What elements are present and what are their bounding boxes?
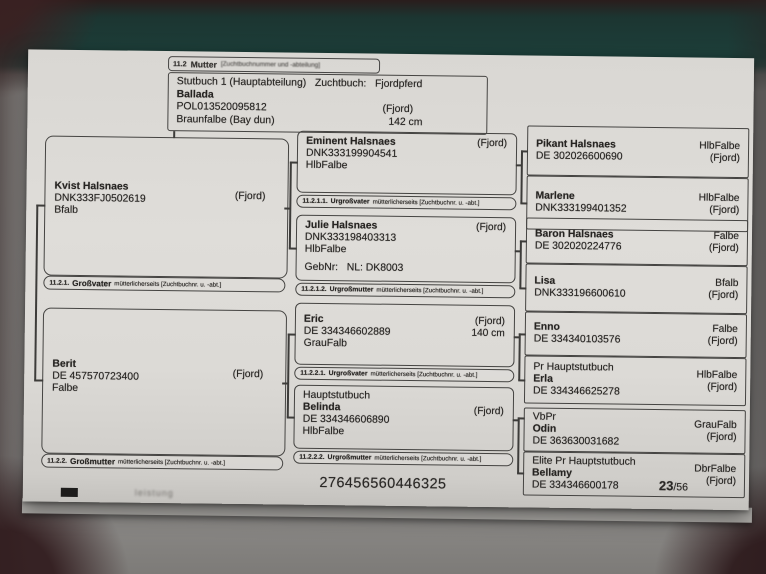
great-grandfather-box-1: [296, 131, 517, 196]
studbook-prefix: VbPr: [532, 411, 556, 423]
caption-title: Urgroßmutter: [329, 286, 374, 294]
pedigree-cell-pikant-halsnaes: [527, 125, 750, 178]
pedigree-connector: [519, 240, 521, 288]
caption-note: mütterlicherseits [Zuchtbuchnr. u. -abt.]: [374, 454, 482, 463]
mother-color-row: [176, 114, 478, 130]
pedigree-cell-lisa: [525, 263, 748, 314]
horse-number: DE 334346625278: [533, 385, 620, 398]
studbook-prefix: Elite Pr Hauptstutbuch: [532, 455, 636, 468]
horse-breed: (Fjord): [708, 242, 739, 255]
mother-color: Braunfalbe (Bay dun): [176, 114, 275, 127]
grandfather-box: [43, 136, 289, 279]
horse-name: Belinda: [302, 401, 341, 414]
horse-name: Bellamy: [532, 467, 573, 479]
caption-number: 11.2.1.: [49, 279, 70, 287]
caption-note: mütterlicherseits [Zuchtbuchnr. u. -abt.]: [114, 279, 222, 289]
horse-color: HlbFalbe: [305, 159, 348, 172]
horse-number: DNK333198403313: [304, 231, 397, 244]
horse-breed: (Fjord): [234, 190, 266, 203]
horse-number: DE 363630031682: [532, 435, 620, 448]
horse-name: Lisa: [534, 275, 556, 287]
pedigree-connector: [520, 202, 527, 204]
horse-color: HlbFalbe: [699, 140, 741, 153]
footer-black-mark: [61, 488, 78, 497]
caption-number: 11.2.2.2.: [299, 453, 325, 462]
pedigree-connector: [519, 287, 526, 289]
caption-note: mütterlicherseits [Zuchtbuchnr. u. -abt.]: [117, 457, 226, 467]
pedigree-document-page: [23, 49, 754, 510]
pedigree-connector: [520, 240, 527, 242]
studbook-prefix: Hauptstutbuch: [302, 389, 371, 402]
horse-breed-height: [471, 316, 505, 341]
pedigree-connector: [518, 417, 525, 419]
grandmother-caption: [41, 454, 283, 471]
great-grandfather-caption-2: [294, 367, 514, 383]
page-total: /56: [673, 481, 689, 494]
horse-color: HlbFalbe: [302, 425, 345, 438]
caption-note: mütterlicherseits [Zuchtbuchnr. u. -abt.]: [376, 286, 484, 295]
caption-number: 11.2.1.1.: [302, 197, 328, 206]
horse-number: DE 302020224776: [534, 240, 622, 253]
horse-name: Odin: [532, 423, 557, 435]
pedigree-connector: [520, 150, 522, 203]
studbook-prefix: Pr Hauptstutbuch: [533, 361, 614, 374]
horse-height: 140 cm: [471, 328, 505, 340]
horse-name: Enno: [533, 321, 560, 333]
caption-note: mütterlicherseits [Zuchtbuchnr. u. -abt.]: [370, 370, 478, 379]
caption-number: 11.2.2.: [47, 457, 68, 465]
caption-title: Großvater: [72, 278, 112, 288]
pedigree-connector: [290, 162, 298, 164]
horse-name: Eminent Halsnaes: [306, 135, 396, 148]
grandfather-caption: [43, 276, 285, 293]
great-grandfather-caption-1: [296, 195, 516, 211]
horse-number: DE 334346600178: [531, 479, 619, 492]
horse-name: Berit: [52, 358, 77, 370]
horse-color: Falbe: [52, 382, 79, 395]
section-title: Mutter: [190, 58, 217, 70]
pedigree-connector: [517, 417, 519, 473]
mother-breed: (Fjord): [382, 104, 414, 116]
pedigree-cell-odin: [523, 407, 746, 454]
caption-title: Urgroßvater: [328, 370, 368, 378]
horse-color: HlbFalbe: [698, 192, 740, 205]
document-number: 276456560446325: [319, 474, 447, 493]
horse-number: DE 334340103576: [533, 333, 621, 346]
caption-number: 11.2.1.2.: [301, 285, 327, 294]
section-number: 11.2: [173, 59, 187, 69]
horse-color: Bfalb: [715, 277, 739, 290]
pedigree-connector: [34, 379, 43, 381]
horse-name: Baron Halsnaes: [534, 228, 614, 241]
section-caption-mutter: [168, 56, 380, 74]
horse-breed: (Fjord): [705, 475, 737, 488]
horse-number: DE 334346602889: [303, 325, 391, 338]
horse-breed: (Fjord): [477, 137, 508, 150]
pedigree-cell-enno: [525, 311, 748, 358]
horse-color: HlbFalbe: [696, 369, 738, 382]
horse-breed: (Fjord): [476, 221, 507, 234]
section-note: [Zuchtbuchnummer und -abteilung]: [220, 60, 321, 69]
great-grandmother-box-1: [295, 215, 516, 284]
great-grandmother-caption-2: [293, 451, 513, 467]
mother-number: POL013520095812: [176, 101, 267, 114]
caption-title: Großmutter: [69, 456, 116, 466]
page-current: 23: [658, 478, 674, 494]
zuchtbuch-value: Fjordpferd: [374, 78, 423, 91]
caption-note: mütterlicherseits [Zuchtbuchnr. u. -abt.]: [372, 198, 480, 207]
pedigree-cell-bellamy: [523, 451, 746, 498]
horse-breed: (Fjord): [707, 381, 738, 394]
horse-number: DNK333196600610: [534, 287, 626, 300]
pedigree-connector: [514, 336, 520, 338]
horse-color: DbrFalbe: [694, 463, 737, 476]
horse-name: Erla: [533, 373, 553, 385]
horse-breed: (Fjord): [706, 431, 737, 444]
horse-color: HlbFalbe: [304, 243, 347, 256]
pedigree-connector: [518, 333, 520, 380]
horse-color: Falbe: [712, 323, 738, 336]
pedigree-connector: [282, 382, 288, 384]
horse-name: Kvist Halsnaes: [54, 180, 129, 193]
horse-breed: (Fjord): [709, 152, 741, 165]
horse-name: Pikant Halsnaes: [536, 138, 616, 151]
horse-color: GrauFalb: [303, 337, 348, 350]
grandmother-box: [41, 308, 287, 457]
great-grandmother-box-2: [293, 385, 514, 452]
zuchtbuch-label: Zuchtbuch:: [314, 77, 367, 90]
horse-breed: (Fjord): [707, 335, 738, 348]
pedigree-connector: [515, 250, 521, 252]
pedigree-connector: [518, 379, 525, 381]
horse-color: GrauFalb: [694, 419, 737, 432]
pedigree-connector: [287, 334, 290, 418]
caption-number: 11.2.2.1.: [300, 369, 326, 378]
caption-title: Urgroßmutter: [327, 454, 372, 462]
pedigree-cell-baron-halsnaes: [526, 217, 749, 266]
studbook-label: Stutbuch 1 (Hauptabteilung): [176, 76, 307, 89]
pedigree-connector: [521, 150, 528, 152]
pedigree-connector: [173, 131, 175, 138]
pedigree-connector: [289, 162, 292, 249]
mother-info-box: [167, 72, 488, 135]
caption-title: Urgroßvater: [330, 198, 370, 206]
horse-name: Julie Halsnaes: [305, 219, 378, 232]
gebnr-value: NL: DK8003: [346, 262, 404, 275]
horse-breed: (Fjord): [232, 368, 264, 381]
great-grandfather-box-2: [294, 303, 515, 368]
horse-number: DE 302026600690: [535, 150, 623, 163]
pedigree-connector: [284, 207, 290, 209]
horse-breed: (Fjord): [708, 289, 739, 302]
horse-number: DNK333199401352: [535, 202, 627, 215]
mother-name: Ballada: [176, 88, 214, 101]
pedigree-connector: [517, 472, 524, 474]
gebnr-label: GebNr:: [304, 261, 339, 274]
pedigree-connector: [516, 164, 522, 166]
great-grandmother-caption-1: [295, 283, 515, 299]
horse-name: Eric: [303, 313, 324, 325]
horse-number: DNK333FJ0502619: [54, 192, 146, 205]
gebnr-row: [305, 262, 507, 277]
horse-breed: (Fjord): [709, 204, 740, 217]
horse-number: DNK333199904541: [305, 147, 398, 160]
horse-breed: (Fjord): [473, 405, 504, 418]
pedigree-connector: [513, 419, 519, 421]
page-number: [659, 478, 688, 493]
pedigree-connector: [287, 417, 295, 419]
horse-breed: (Fjord): [474, 315, 506, 328]
pedigree-connector: [519, 333, 526, 335]
pedigree-connector: [288, 334, 296, 336]
horse-color: Bfalb: [54, 204, 79, 217]
horse-name: Marlene: [535, 190, 575, 202]
horse-number: DE 334346606890: [302, 413, 390, 426]
pedigree-connector: [36, 204, 45, 206]
horse-number: DE 457570723400: [52, 370, 139, 383]
pedigree-cell-erla: [524, 355, 747, 406]
pedigree-connector: [34, 204, 38, 380]
footer-partial-text: leistung: [134, 487, 174, 499]
pedigree-connector: [289, 248, 297, 250]
mother-height: 142 cm: [388, 116, 423, 129]
horse-color: Falbe: [713, 230, 740, 243]
